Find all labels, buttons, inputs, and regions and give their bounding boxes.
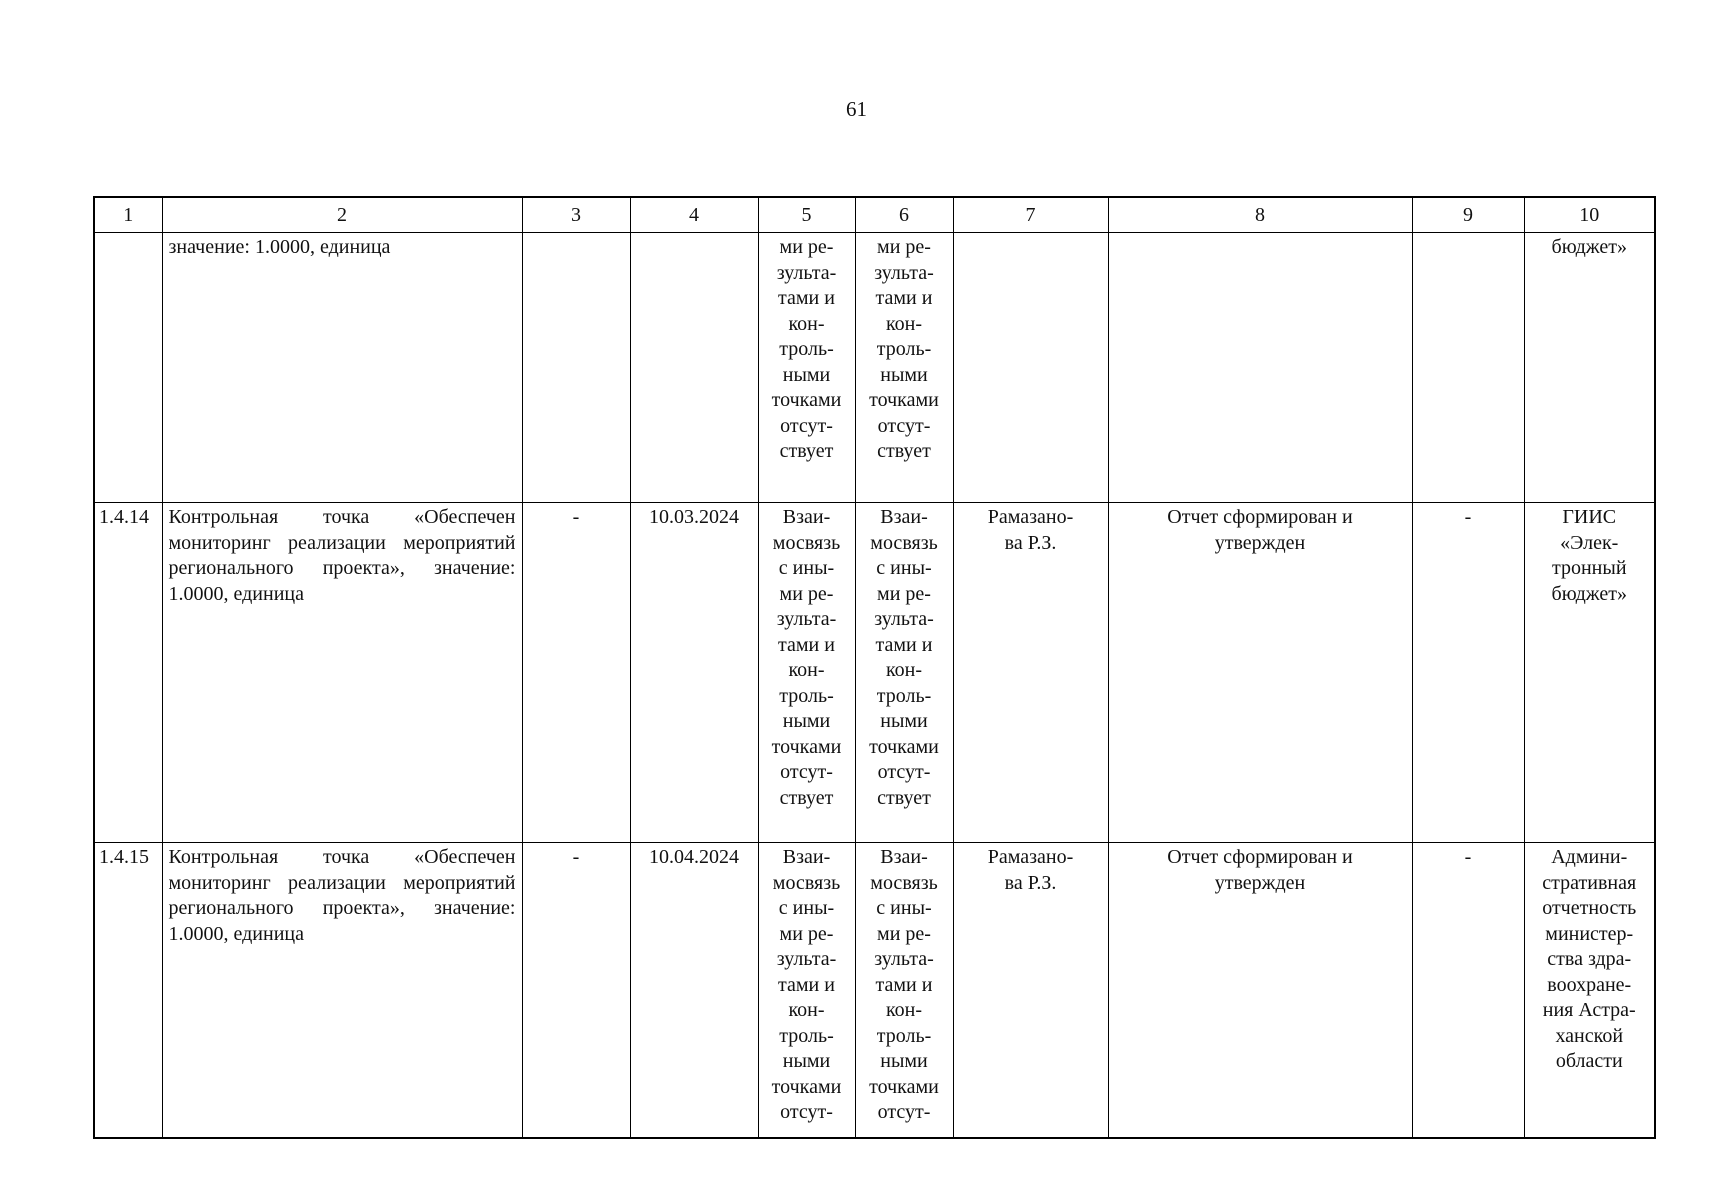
page-number: 61 xyxy=(846,97,867,121)
header-cell: 5 xyxy=(758,197,855,233)
cell-level: - xyxy=(1412,843,1524,1139)
cell-predecessor: Взаи- мосвязь с ины- ми ре- зульта- тами и кон- троль- ными точками отсут- xyxy=(758,843,855,1139)
cell-responsible: Рамазано- ва Р.З. xyxy=(953,843,1108,1139)
cell-start: - xyxy=(522,843,630,1139)
cell-name: Контрольная точка «Обеспечен мониторинг реализации мероприятий регионального проекта», значение: 1.0000, единица xyxy=(162,503,522,843)
cell-system: ГИИС «Элек- тронный бюджет» xyxy=(1524,503,1655,843)
cell-number: 1.4.15 xyxy=(94,843,162,1139)
cell-system: бюджет» xyxy=(1524,233,1655,503)
cell-successor: ми ре- зульта- тами и кон- троль- ными точками отсут- ствует xyxy=(855,233,953,503)
table-row xyxy=(94,503,1655,843)
cell-start: - xyxy=(522,503,630,843)
cell-number: 1.4.14 xyxy=(94,503,162,843)
header-cell: 4 xyxy=(630,197,758,233)
cell-predecessor: ми ре- зульта- тами и кон- троль- ными точками отсут- ствует xyxy=(758,233,855,503)
cell-number xyxy=(94,233,162,503)
cell-result: Отчет сформирован и утвержден xyxy=(1108,503,1412,843)
cell-successor: Взаи- мосвязь с ины- ми ре- зульта- тами и кон- троль- ными точками отсут- ствует xyxy=(855,503,953,843)
header-cell: 10 xyxy=(1524,197,1655,233)
cell-level: - xyxy=(1412,503,1524,843)
header-cell: 7 xyxy=(953,197,1108,233)
cell-responsible xyxy=(953,233,1108,503)
cell-result: Отчет сформирован и утвержден xyxy=(1108,843,1412,1139)
cell-start xyxy=(522,233,630,503)
cell-name: значение: 1.0000, единица xyxy=(162,233,522,503)
header-cell: 9 xyxy=(1412,197,1524,233)
cell-system: Админи- стративная отчетность министер- ства здра- воохране- ния Астра- ханской области xyxy=(1524,843,1655,1139)
cell-name: Контрольная точка «Обеспечен мониторинг реализации мероприятий регионального проекта», значение: 1.0000, единица xyxy=(162,843,522,1139)
header-cell: 2 xyxy=(162,197,522,233)
header-cell: 3 xyxy=(522,197,630,233)
cell-predecessor: Взаи- мосвязь с ины- ми ре- зульта- тами и кон- троль- ными точками отсут- ствует xyxy=(758,503,855,843)
header-cell: 1 xyxy=(94,197,162,233)
cell-end: 10.04.2024 xyxy=(630,843,758,1139)
header-cell: 8 xyxy=(1108,197,1412,233)
cell-level xyxy=(1412,233,1524,503)
table-row xyxy=(94,843,1655,1139)
cell-successor: Взаи- мосвязь с ины- ми ре- зульта- тами и кон- троль- ными точками отсут- xyxy=(855,843,953,1139)
plan-table xyxy=(93,196,1656,1139)
cell-end xyxy=(630,233,758,503)
cell-responsible: Рамазано- ва Р.З. xyxy=(953,503,1108,843)
cell-end: 10.03.2024 xyxy=(630,503,758,843)
table-row xyxy=(94,233,1655,503)
header-row xyxy=(94,197,1655,233)
cell-result xyxy=(1108,233,1412,503)
header-cell: 6 xyxy=(855,197,953,233)
